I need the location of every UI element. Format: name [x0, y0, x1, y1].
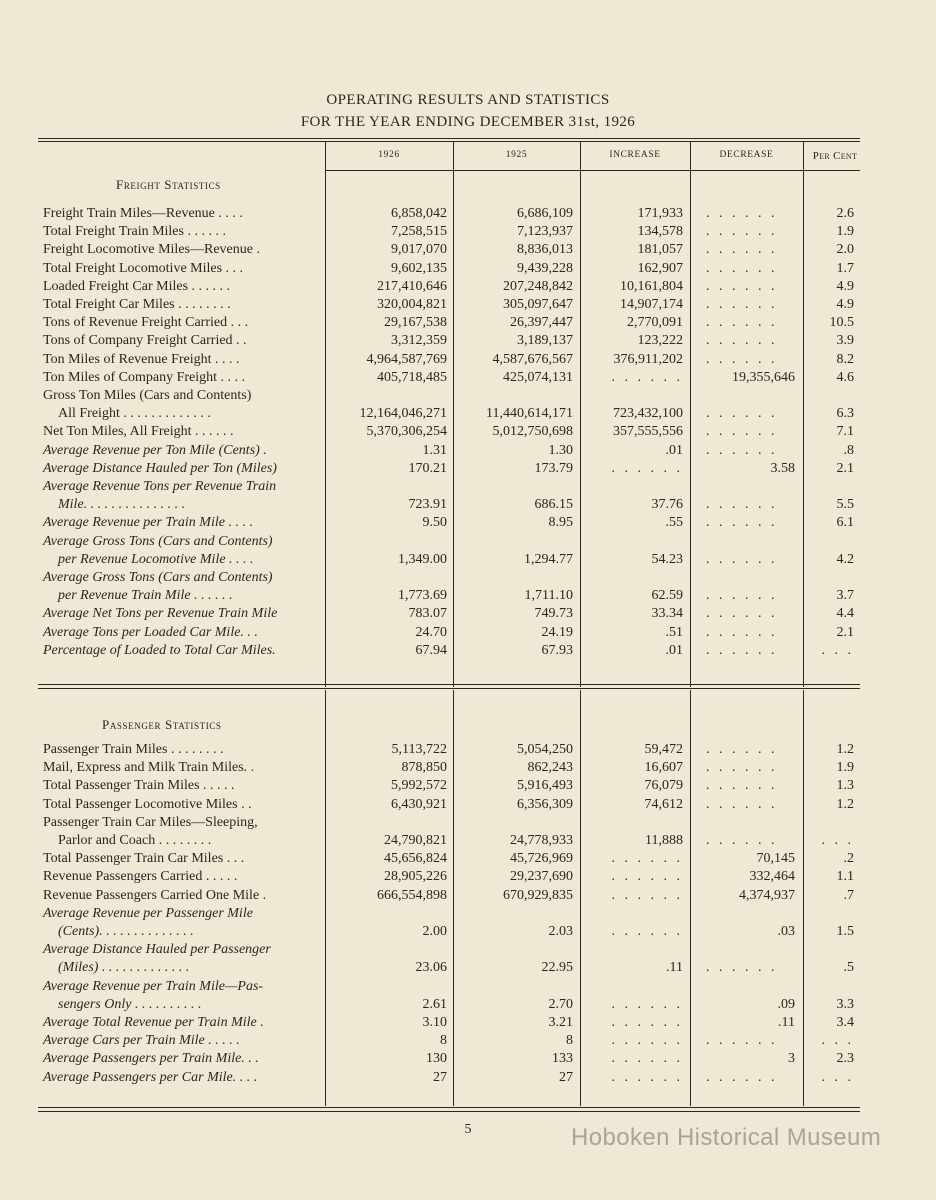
leader-dots: . . . . . . [611, 869, 683, 885]
value-increase: 2,770,091 [627, 315, 683, 331]
value-1926: 3.10 [422, 1015, 447, 1030]
bottom-rule-1 [38, 1107, 860, 1108]
table-row [0, 759, 936, 777]
table-row [0, 796, 936, 814]
col-header-decrease: DECREASE [719, 150, 774, 160]
row-label: Average Gross Tons (Cars and Contents) [43, 533, 273, 549]
value-1926: 9,017,070 [391, 242, 447, 258]
value-percent: 2.1 [836, 460, 854, 476]
row-label: Average Total Revenue per Train Mile . [43, 1015, 264, 1030]
value-1925: 686.15 [534, 497, 573, 513]
table-row [0, 241, 936, 259]
value-percent: 10.5 [829, 315, 854, 331]
leader-dots: . . . . . . [706, 960, 778, 976]
value-percent: .8 [843, 442, 854, 458]
row-label: Revenue Passengers Carried . . . . . [43, 869, 238, 885]
table-row [0, 514, 936, 532]
value-1926: 6,430,921 [391, 796, 447, 812]
table-row [0, 978, 936, 996]
row-label: (Miles) . . . . . . . . . . . . . [58, 960, 190, 976]
value-1926: 1,773.69 [398, 588, 447, 604]
value-percent: 4.6 [836, 369, 854, 385]
leader-dots: . . . . . . [611, 887, 683, 903]
row-label: Average Gross Tons (Cars and Contents) [43, 570, 273, 585]
table-row [0, 478, 936, 496]
value-percent: 8.2 [836, 351, 854, 367]
value-1926: 170.21 [408, 460, 447, 476]
value-percent: 1.1 [836, 869, 854, 885]
value-1926: 1,349.00 [398, 551, 447, 567]
value-percent: 7.1 [836, 424, 854, 440]
value-1925: 3.21 [548, 1015, 573, 1030]
value-increase: 134,578 [637, 224, 683, 240]
value-1925: 207,248,842 [503, 278, 573, 294]
row-label: Average Revenue per Train Mile—Pas- [43, 978, 264, 994]
value-percent: 1.9 [836, 760, 854, 776]
value-1925: 670,929,835 [503, 887, 573, 903]
table-row [0, 442, 936, 460]
value-increase: .01 [665, 642, 683, 658]
col-header-1926: 1926 [378, 150, 400, 160]
table-row [0, 868, 936, 886]
value-1926: 5,370,306,254 [366, 424, 447, 440]
leader-dots: . . . . . . [706, 778, 778, 794]
table-row [0, 423, 936, 441]
value-percent: 2.3 [836, 1051, 854, 1067]
leader-dots: . . . . . . [706, 1069, 778, 1085]
row-label: Ton Miles of Company Freight . . . . [43, 369, 246, 385]
row-label: per Revenue Locomotive Mile . . . . [58, 551, 254, 567]
value-1926: 27 [433, 1069, 447, 1085]
value-increase: 59,472 [644, 742, 683, 757]
leader-dots: . . . . . . [706, 742, 778, 757]
value-increase: .11 [666, 960, 683, 976]
value-1925: 29,237,690 [510, 869, 573, 885]
table-row [0, 959, 936, 977]
leader-dots: . . . . . . [706, 1033, 778, 1049]
row-label: Tons of Company Freight Carried . . [43, 333, 247, 349]
value-1926: 9.50 [422, 515, 447, 531]
leader-dots: . . . [821, 1033, 854, 1049]
leader-dots: . . . . . . [706, 606, 778, 622]
value-decrease: .09 [777, 996, 795, 1012]
table-row [0, 777, 936, 795]
table-row [0, 941, 936, 959]
value-increase: 76,079 [644, 778, 683, 794]
value-1925: 26,397,447 [510, 315, 573, 331]
row-label: Mile. . . . . . . . . . . . . . . [58, 497, 186, 513]
value-percent: 3.4 [836, 1015, 854, 1030]
row-label: sengers Only . . . . . . . . . . [58, 996, 202, 1012]
leader-dots: . . . . . . [706, 206, 778, 221]
value-1925: 27 [559, 1069, 573, 1085]
value-1926: 8 [440, 1033, 447, 1049]
top-rule-2 [38, 141, 860, 142]
value-percent: .5 [843, 960, 854, 976]
value-decrease: 3 [788, 1051, 795, 1067]
table-row [0, 460, 936, 478]
table-row [0, 296, 936, 314]
value-percent: 2.6 [836, 206, 854, 221]
page-number: 5 [464, 1122, 472, 1137]
table-row [0, 205, 936, 223]
leader-dots: . . . [821, 642, 854, 658]
value-increase: 37.76 [651, 497, 683, 513]
table-row [0, 850, 936, 868]
table-row [0, 832, 936, 850]
value-1925: 5,916,493 [517, 778, 573, 794]
leader-dots: . . . . . . [706, 278, 778, 294]
value-decrease: 3.58 [770, 460, 795, 476]
row-label: Freight Train Miles—Revenue . . . . [43, 206, 243, 221]
leader-dots: . . . . . . [706, 260, 778, 276]
leader-dots: . . . . . . [611, 1033, 683, 1049]
value-1925: 1,294.77 [524, 551, 573, 567]
value-1926: 878,850 [401, 760, 447, 776]
value-percent: .7 [843, 887, 854, 903]
header-rule [325, 170, 860, 171]
freight-heading: Freight Statistics [116, 177, 221, 192]
value-increase: 14,907,174 [620, 297, 683, 312]
value-increase: 11,888 [645, 833, 683, 848]
value-1925: 8 [566, 1033, 573, 1049]
row-label: Loaded Freight Car Miles . . . . . . [43, 278, 231, 294]
value-increase: 357,555,556 [613, 424, 683, 440]
leader-dots: . . . . . . [611, 369, 683, 385]
value-1926: 6,858,042 [391, 206, 447, 221]
value-percent: 1.2 [836, 742, 854, 757]
row-label: Mail, Express and Milk Train Miles. . [43, 760, 255, 776]
value-1926: 320,004,821 [377, 297, 447, 312]
table-row [0, 1069, 936, 1087]
value-percent: 4.9 [836, 297, 854, 312]
row-label: Total Freight Car Miles . . . . . . . . [43, 297, 231, 312]
table-row [0, 814, 936, 832]
value-1925: 1,711.10 [524, 588, 573, 604]
value-1926: 29,167,538 [384, 315, 447, 331]
leader-dots: . . . . . . [706, 351, 778, 367]
leader-dots: . . . . . . [611, 851, 683, 867]
leader-dots: . . . . . . [706, 424, 778, 440]
table-row [0, 278, 936, 296]
value-1925: 24,778,933 [510, 833, 573, 848]
value-percent: 3.3 [836, 996, 854, 1012]
value-1925: 5,054,250 [517, 742, 573, 757]
table-row [0, 642, 936, 660]
row-label: Percentage of Loaded to Total Car Miles. [43, 642, 276, 658]
row-label: Passenger Train Car Miles—Sleeping, [43, 814, 258, 830]
value-percent: 3.7 [836, 588, 854, 604]
value-increase: 62.59 [651, 588, 683, 604]
value-1926: 1.31 [422, 442, 447, 458]
leader-dots: . . . . . . [706, 833, 778, 848]
value-percent: 4.2 [836, 551, 854, 567]
table-row [0, 569, 936, 587]
value-1925: 6,686,109 [517, 206, 573, 221]
value-decrease: .11 [778, 1015, 795, 1030]
value-1925: 173.79 [534, 460, 573, 476]
passenger-heading: Passenger Statistics [102, 717, 222, 732]
leader-dots: . . . . . . [706, 442, 778, 458]
value-1925: 7,123,937 [517, 224, 573, 240]
row-label: Passenger Train Miles . . . . . . . . [43, 742, 224, 757]
table-row [0, 605, 936, 623]
value-1925: 67.93 [541, 642, 573, 658]
value-percent: 1.5 [836, 924, 854, 939]
value-increase: 123,222 [637, 333, 683, 349]
table-row [0, 1050, 936, 1068]
leader-dots: . . . . . . [706, 515, 778, 531]
col-header-increase: INCREASE [609, 150, 661, 160]
leader-dots: . . . . . . [611, 996, 683, 1012]
table-row [0, 332, 936, 350]
value-1926: 130 [426, 1051, 447, 1067]
value-1926: 723.91 [408, 497, 447, 513]
row-label: (Cents). . . . . . . . . . . . . . [58, 924, 194, 939]
row-label: Total Passenger Locomotive Miles . . [43, 796, 252, 812]
leader-dots: . . . . . . [706, 406, 778, 422]
table-row [0, 533, 936, 551]
value-1925: 11,440,614,171 [486, 406, 573, 422]
value-percent: 1.2 [836, 796, 854, 812]
value-increase: 171,933 [637, 206, 683, 221]
leader-dots: . . . . . . [611, 924, 683, 939]
value-1926: 9,602,135 [391, 260, 447, 276]
leader-dots: . . . . . . [706, 642, 778, 658]
value-percent: 2.1 [836, 624, 854, 640]
row-label: Average Cars per Train Mile . . . . . [43, 1033, 240, 1049]
table-row [0, 260, 936, 278]
value-percent: 6.3 [836, 406, 854, 422]
table-row [0, 887, 936, 905]
col-header-1925: 1925 [505, 150, 528, 160]
leader-dots: . . . . . . [706, 297, 778, 312]
row-label: Ton Miles of Revenue Freight . . . . [43, 351, 240, 367]
value-increase: 74,612 [644, 796, 683, 812]
value-1925: 6,356,309 [517, 796, 573, 812]
value-1926: 28,905,226 [384, 869, 447, 885]
value-1926: 2.00 [422, 924, 447, 939]
value-1925: 862,243 [527, 760, 573, 776]
value-1926: 666,554,898 [377, 887, 447, 903]
value-1925: 8.95 [548, 515, 573, 531]
value-1925: 5,012,750,698 [492, 424, 573, 440]
leader-dots: . . . [821, 1069, 854, 1085]
top-rule-1 [38, 138, 860, 139]
table-row [0, 496, 936, 514]
value-increase: 10,161,804 [620, 278, 683, 294]
leader-dots: . . . . . . [706, 624, 778, 640]
value-decrease: 19,355,646 [732, 369, 795, 385]
row-label: Average Revenue Tons per Revenue Train [43, 479, 277, 494]
value-increase: 54.23 [651, 551, 683, 567]
value-1926: 783.07 [408, 606, 447, 622]
row-label: Parlor and Coach . . . . . . . . [58, 833, 212, 848]
row-label: Gross Ton Miles (Cars and Contents) [43, 388, 252, 403]
table-row [0, 996, 936, 1014]
row-label: Average Tons per Loaded Car Mile. . . [43, 624, 258, 640]
value-1925: 9,439,228 [517, 260, 573, 276]
value-1925: 305,097,647 [503, 297, 573, 312]
table-row [0, 624, 936, 642]
museum-watermark: Hoboken Historical Museum [571, 1124, 882, 1151]
value-increase: 376,911,202 [613, 351, 683, 367]
leader-dots: . . . . . . [706, 315, 778, 331]
value-1925: 2.70 [548, 996, 573, 1012]
value-1925: 45,726,969 [510, 851, 573, 867]
value-decrease: 4,374,937 [739, 887, 795, 903]
value-1925: 24.19 [541, 624, 573, 640]
row-label: Average Revenue per Train Mile . . . . [43, 515, 253, 531]
row-label: Net Ton Miles, All Freight . . . . . . [43, 424, 234, 440]
leader-dots: . . . . . . [611, 1015, 683, 1030]
leader-dots: . . . . . . [611, 460, 683, 476]
value-percent: 2.0 [836, 242, 854, 258]
value-1926: 4,964,587,769 [366, 351, 447, 367]
value-1926: 12,164,046,271 [359, 406, 447, 422]
leader-dots: . . . . . . [611, 1069, 683, 1085]
table-row [0, 387, 936, 405]
value-1926: 23.06 [415, 960, 447, 976]
value-1926: 3,312,359 [391, 333, 447, 349]
leader-dots: . . . . . . [611, 1051, 683, 1067]
value-percent: 1.9 [836, 224, 854, 240]
leader-dots: . . . [821, 833, 854, 848]
row-label: Revenue Passengers Carried One Mile . [43, 887, 267, 903]
value-increase: 16,607 [644, 760, 683, 776]
value-percent: 1.3 [836, 778, 854, 794]
value-1926: 7,258,515 [391, 224, 447, 240]
page-title: OPERATING RESULTS AND STATISTICS [326, 92, 610, 108]
row-label: Average Revenue per Passenger Mile [43, 905, 253, 921]
row-label: Tons of Revenue Freight Carried . . . [43, 315, 249, 331]
value-percent: .2 [843, 851, 854, 867]
value-percent: 5.5 [836, 497, 854, 513]
leader-dots: . . . . . . [706, 796, 778, 812]
leader-dots: . . . . . . [706, 588, 778, 604]
value-increase: 33.34 [651, 606, 683, 622]
value-1926: 5,992,572 [391, 778, 447, 794]
table-row [0, 351, 936, 369]
value-1925: 3,189,137 [517, 333, 573, 349]
row-label: Freight Locomotive Miles—Revenue . [43, 242, 260, 258]
table-row [0, 551, 936, 569]
value-percent: 4.4 [836, 606, 854, 622]
value-1925: 133 [552, 1051, 573, 1067]
value-increase: 723,432,100 [613, 406, 683, 422]
row-label: Total Freight Locomotive Miles . . . [43, 260, 244, 276]
value-1926: 24.70 [415, 624, 447, 640]
page-subtitle: FOR THE YEAR ENDING DECEMBER 31st, 1926 [300, 114, 636, 130]
value-decrease: 332,464 [749, 869, 795, 885]
table-row [0, 905, 936, 923]
table-row [0, 923, 936, 941]
value-decrease: .03 [777, 924, 795, 939]
row-label: Average Distance Hauled per Ton (Miles) [43, 460, 277, 476]
value-decrease: 70,145 [756, 851, 795, 867]
value-percent: 1.7 [836, 260, 854, 276]
value-1926: 2.61 [422, 996, 447, 1012]
table-row [0, 1014, 936, 1032]
value-increase: .55 [665, 515, 683, 531]
row-label: Average Passengers per Train Mile. . . [43, 1051, 259, 1067]
leader-dots: . . . . . . [706, 760, 778, 776]
value-percent: 6.1 [836, 515, 854, 531]
value-1925: 4,587,676,567 [492, 351, 573, 367]
leader-dots: . . . . . . [706, 497, 778, 513]
table-row [0, 587, 936, 605]
bottom-rule-2 [38, 1111, 860, 1112]
row-label: Total Passenger Train Car Miles . . . [43, 851, 245, 867]
leader-dots: . . . . . . [706, 242, 778, 258]
row-label: Average Net Tons per Revenue Train Mile [43, 606, 278, 622]
value-1926: 67.94 [415, 642, 447, 658]
value-percent: 3.9 [836, 333, 854, 349]
row-label: Average Revenue per Ton Mile (Cents) . [43, 442, 267, 458]
row-label: All Freight . . . . . . . . . . . . . [58, 406, 211, 422]
value-increase: 162,907 [637, 260, 683, 276]
value-1925: 1.30 [548, 442, 573, 458]
value-increase: 181,057 [637, 242, 683, 258]
leader-dots: . . . . . . [706, 551, 778, 567]
row-label: Total Passenger Train Miles . . . . . [43, 778, 235, 794]
value-1925: 749.73 [534, 606, 573, 622]
value-1926: 405,718,485 [377, 369, 447, 385]
value-1926: 45,656,824 [384, 851, 447, 867]
value-increase: .01 [665, 442, 683, 458]
value-1926: 5,113,722 [391, 742, 447, 757]
table-row [0, 223, 936, 241]
row-label: Average Passengers per Car Mile. . . . [43, 1069, 258, 1085]
row-label: Total Freight Train Miles . . . . . . [43, 224, 226, 240]
leader-dots: . . . . . . [706, 224, 778, 240]
leader-dots: . . . . . . [706, 333, 778, 349]
value-1925: 425,074,131 [503, 369, 573, 385]
value-1925: 8,836,013 [517, 242, 573, 258]
table-row [0, 741, 936, 759]
mid-rule-2 [38, 688, 860, 689]
value-1926: 217,410,646 [377, 278, 447, 294]
value-1925: 2.03 [548, 924, 573, 939]
value-percent: 4.9 [836, 278, 854, 294]
table-row [0, 314, 936, 332]
row-label: Average Distance Hauled per Passenger [43, 942, 271, 958]
mid-rule-1 [38, 684, 860, 685]
value-increase: .51 [665, 624, 683, 640]
row-label: per Revenue Train Mile . . . . . . [58, 588, 233, 604]
table-row [0, 405, 936, 423]
table-row [0, 369, 936, 387]
value-1926: 24,790,821 [384, 833, 447, 848]
value-1925: 22.95 [541, 960, 573, 976]
table-row [0, 1032, 936, 1050]
col-header-per-cent: Per Cent [812, 150, 858, 162]
